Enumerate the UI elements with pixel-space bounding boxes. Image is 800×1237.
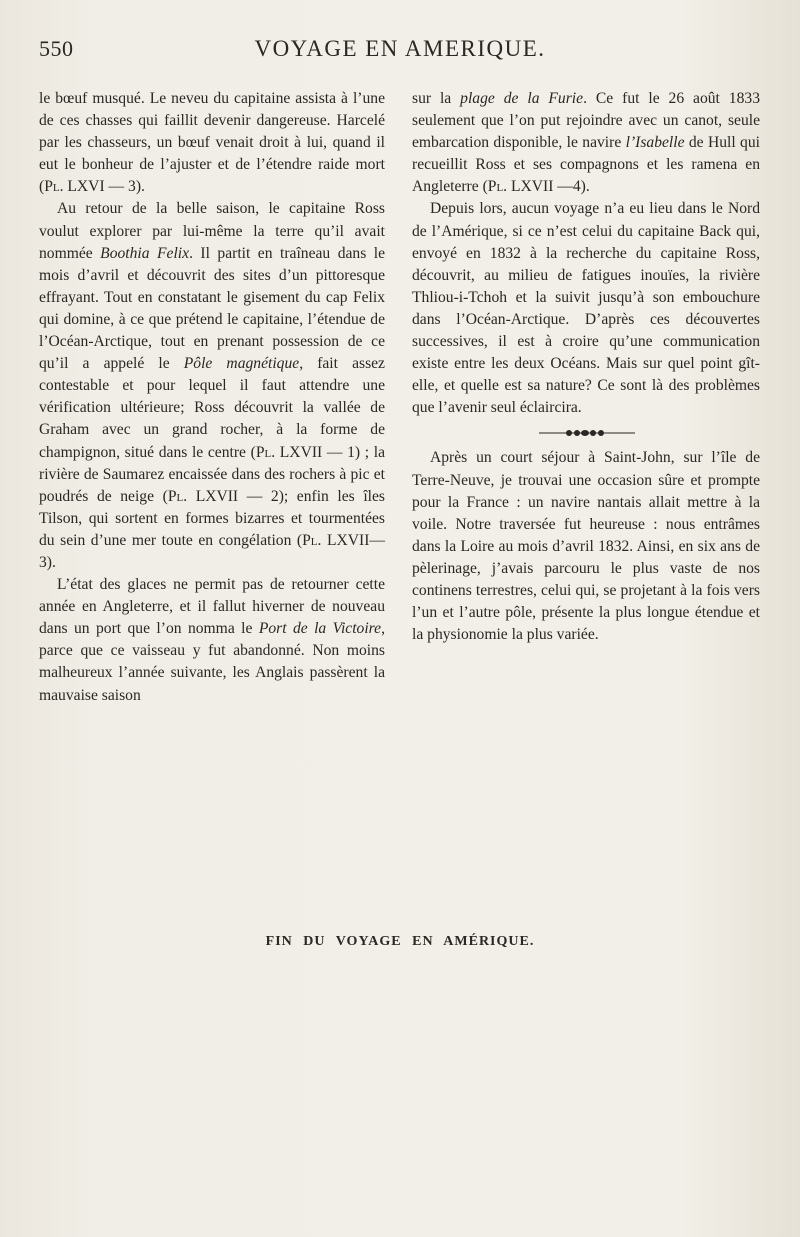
right-column-paragraph: [412, 88, 760, 198]
italic-text: l’Isabelle: [625, 134, 685, 152]
text-run: sur la: [412, 90, 461, 107]
text-run: Au retour de la belle saison, le capitaine Ross voulut explorer par lui-même la terre qu’il avait nommée: [39, 200, 385, 262]
text-run: Après un court séjour à Saint-John, sur l’île de Terre-Neuve, je trouvai une occasion sûre et prompte pour la France : un navire nantais allait mettre à la voile. Notre traversée fut heureuse : nous entrâmes dans la Loire au mois d’avril 1832. Ainsi, en six ans de pèlerinage, j’avais parcouru le plus vaste de nos continens terrestres, celui qui, se projetant à la fois vers l’un et l’autre pôle, présente la plus longue étendue et la physionomie la plus variée.: [412, 449, 760, 644]
text-run: LXVII —4).: [507, 178, 590, 196]
plate-reference-abbr: Pl.: [255, 443, 276, 461]
text-run: . Il partit en traîneau dans le mois d’avril et découvrit des sites d’un pittoresque effrayant. Tout en constatant le gisement du cap Felix qui domine, à ce que prétend le capitaine, l’étendue de l’Océan-Arctique, tout en prenant possession de ce qu’il a appelé le: [39, 244, 386, 373]
italic-text: Pôle magnétique: [183, 355, 300, 373]
right-column-paragraph: [412, 447, 760, 646]
section-ornament: [412, 419, 760, 447]
right-column: [412, 88, 760, 646]
text-run: L’état des glaces ne permit pas de retourner cette année en Angleterre, et il fallut hiverner de nouveau dans un port que l’on nomma le: [39, 576, 385, 638]
end-of-voyage-line: FIN DU VOYAGE EN AMÉRIQUE.: [265, 934, 535, 949]
ornament-rule-icon: [539, 428, 635, 438]
italic-text: Port de la Victoire: [258, 620, 382, 638]
italic-text: Boothia Felix: [100, 244, 190, 262]
page-header: [0, 36, 800, 66]
running-title: VOYAGE EN AMERIQUE.: [254, 36, 546, 61]
left-column: [39, 88, 385, 707]
text-run: LXVII — 1) ; la rivière de Saumarez encaissée dans des rochers à pic et poudrés de neige (: [39, 443, 385, 505]
plate-reference-abbr: Pl.: [302, 531, 322, 549]
plate-reference-abbr: Pl.: [167, 487, 188, 505]
text-run: le bœuf musqué. Le neveu du capitaine assista à l’une de ces chasses qui faillit devenir dangereuse. Harcelé par les chasseurs, un bœuf venait droit à lui, quand il eut le bonheur de l’ajuster et de l’étendre raide mort (: [39, 90, 385, 196]
text-run: LXVII — 2); enfin les îles Tilson, qui sortent en formes bizarres et tourmentées du sein d’une mer toute en congélation (: [39, 487, 385, 549]
page-number: 550: [39, 36, 74, 61]
left-column-paragraph: [39, 88, 385, 198]
text-run: LXVII—3).: [39, 531, 385, 571]
plate-reference-abbr: Pl.: [487, 178, 508, 196]
left-column-paragraph: [39, 574, 385, 707]
italic-text: plage de la Furie: [460, 90, 584, 107]
text-run: de Hull qui recueillit Ross et ses compagnons et les ramena en Angleterre (: [412, 134, 760, 196]
text-run: . Ce fut le 26 août 1833 seulement que l’on put rejoindre avec un canot, seule embarcation disponible, le navire: [412, 90, 760, 152]
text-run: , fait assez contestable et pour lequel il faut attendre une vérification ultérieure; Ross découvrit la vallée de Graham avec un grand rocher, à la forme de champignon, situé dans le centre (: [39, 355, 385, 461]
plate-reference-abbr: Pl.: [44, 178, 64, 196]
right-column-paragraph: [412, 198, 760, 419]
text-run: LXVI — 3).: [63, 178, 145, 196]
left-column-paragraph: [39, 198, 385, 574]
text-run: Depuis lors, aucun voyage n’a eu lieu dans le Nord de l’Amérique, si ce n’est celui du capitaine Back qui, envoyé en 1832 à la recherche du capitaine Ross, découvrit, au milieu de fatigues inouïes, la rivière Thliou-i-Tchoh et la suivit jusqu’à son embouchure dans l’Océan-Arctique. D’après ces découvertes successives, il est à croire qu’une communication existe entre les deux Océans. Mais sur quel point gît-elle, et quelle est sa nature? Ce sont là des problèmes que l’avenir seul éclaircira.: [412, 200, 760, 417]
text-run: , parce que ce vaisseau y fut abandonné. Non moins malheureux l’année suivante, les Anglais passèrent la mauvaise saison: [39, 620, 386, 704]
